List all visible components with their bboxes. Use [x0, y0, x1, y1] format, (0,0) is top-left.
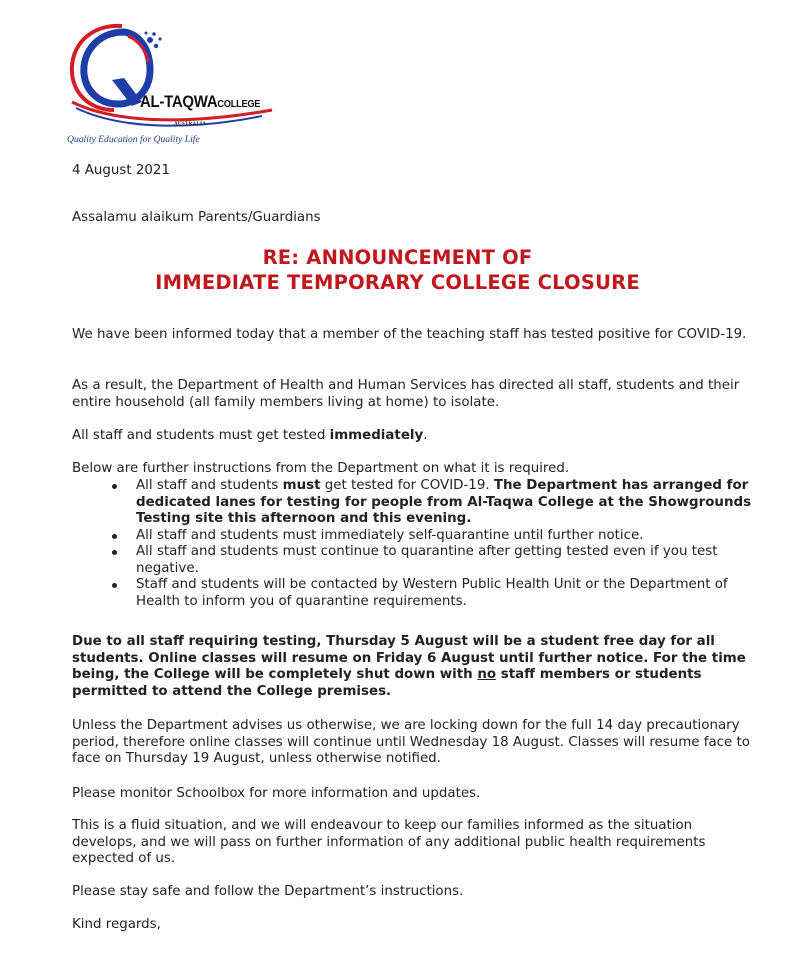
list-item: Staff and students will be contacted by Western Public Health Unit or the Department of Health to inform you of quarantine requirements.: [112, 577, 752, 610]
paragraph-fluid-situation: This is a fluid situation, and we will endeavour to keep our families informed as the situation develops, and we will pass on further information of any additional public health requirements expected of us.: [72, 818, 706, 866]
paragraph-isolation-direction: As a result, the Department of Health and Human Services has directed all staff, students and their entire household (all family members living at home) to isolate.: [72, 378, 740, 410]
title-line-2: IMMEDIATE TEMPORARY COLLEGE CLOSURE: [155, 271, 640, 294]
logo-country: AUSTRALIA: [174, 122, 207, 127]
letter-date: 4 August 2021: [72, 163, 170, 178]
list-item: All staff and students must continue to quarantine after getting tested even if you test negative.: [112, 544, 752, 577]
list-item: All staff and students must get tested for COVID-19. The Department has arranged for dedicated lanes for testing for people from Al-Taqwa College at the Showgrounds Testing site this afternoon and this evening.: [112, 478, 752, 528]
paragraph-lockdown-period: Unless the Department advises us otherwise, we are locking down for the full 14 day precautionary period, therefore online classes will continue until Wednesday 18 August. Classes will resume face to face on Thursday 19 August, unless otherwise notified.: [72, 718, 750, 766]
paragraph-closure-notice: Due to all staff requiring testing, Thursday 5 August will be a student free day for all students. Online classes will resume on Friday 6 August until further notice. For the time being, the College will be completely shut down with no staff members or students permitted to attend the College premises.: [72, 634, 746, 699]
paragraph-positive-case: We have been informed today that a member of the teaching staff has tested positive for COVID-19.: [72, 327, 747, 342]
letter-title: [0, 245, 795, 295]
bullet-icon: [112, 583, 117, 588]
logo-wordmark: AL-TAQWACOLLEGE: [140, 92, 261, 111]
letter-closing: Kind regards,: [72, 917, 161, 932]
bullet-icon: [112, 484, 117, 489]
bullet-icon: [112, 550, 117, 555]
letter-greeting: Assalamu alaikum Parents/Guardians: [72, 210, 321, 225]
logo-tagline: Quality Education for Quality Life: [67, 134, 200, 145]
paragraph-stay-safe: Please stay safe and follow the Department’s instructions.: [72, 884, 464, 899]
instruction-list: [112, 478, 752, 610]
bullet-icon: [112, 534, 117, 539]
list-item: All staff and students must immediately self-quarantine until further notice.: [112, 528, 752, 545]
paragraph-instructions-intro: Below are further instructions from the Department on what it is required.: [72, 461, 570, 476]
college-logo: [62, 18, 322, 153]
paragraph-schoolbox: Please monitor Schoolbox for more information and updates.: [72, 786, 481, 801]
title-line-1: RE: ANNOUNCEMENT OF: [262, 246, 533, 269]
paragraph-testing: All staff and students must get tested immediately.: [72, 428, 428, 443]
